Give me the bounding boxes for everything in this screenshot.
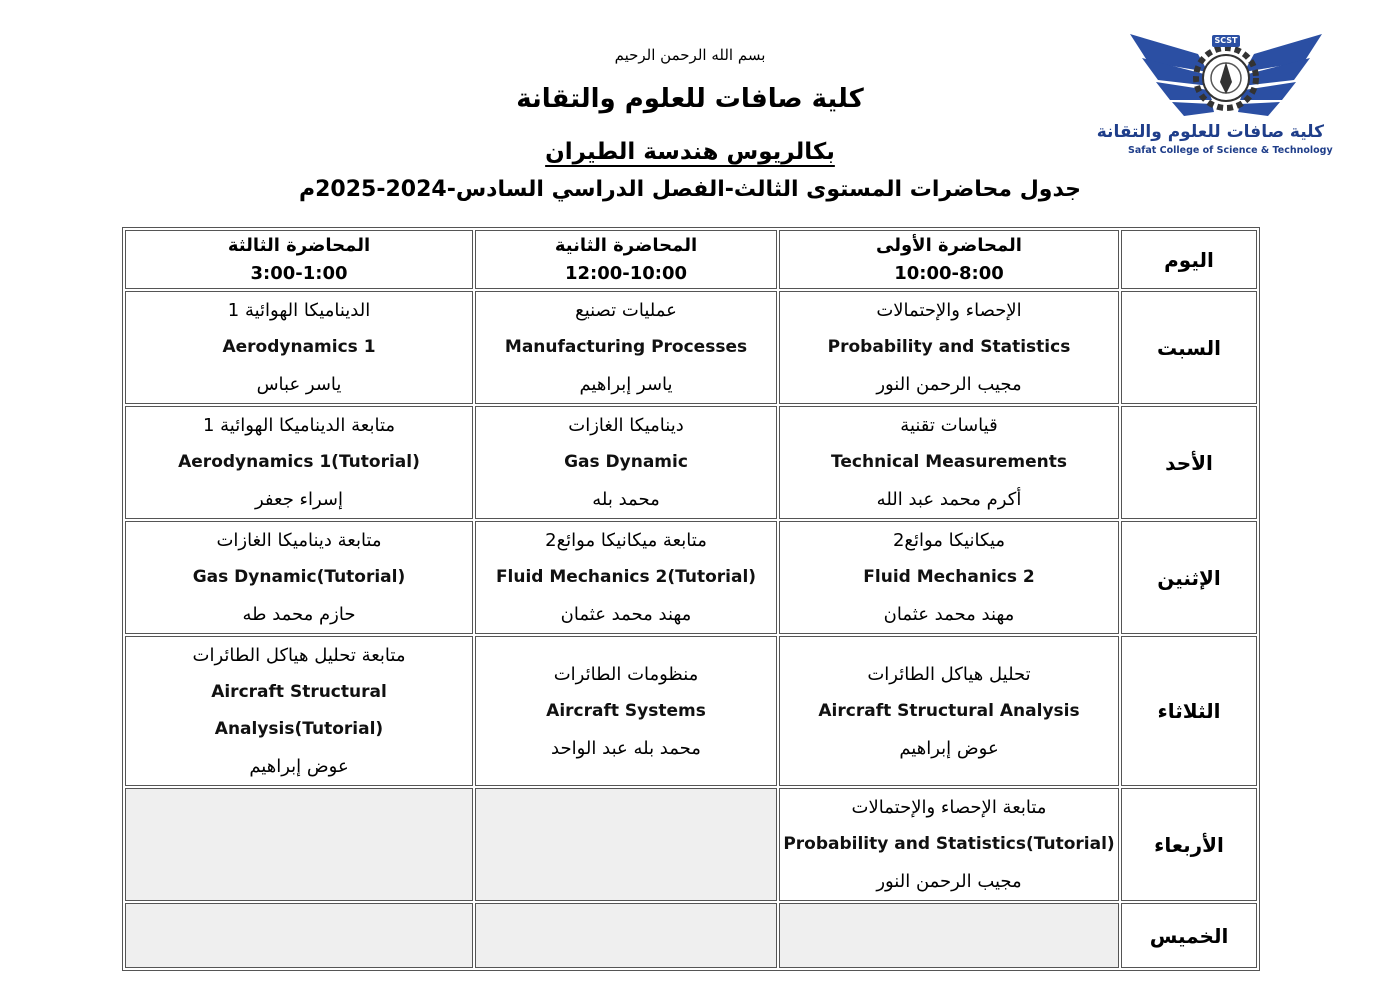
course-name-ar: متابعة الديناميكا الهوائية 1 — [202, 415, 396, 436]
instructor: عوض إبراهيم — [899, 737, 999, 759]
empty-cell — [125, 788, 473, 901]
day-cell: الإثنين — [1121, 521, 1257, 634]
instructor: حازم محمد طه — [242, 604, 356, 625]
course-name-en: Gas Dynamic — [564, 452, 688, 472]
course-name-ar: ميكانيكا موائع2 — [892, 530, 1006, 551]
instructor: مهند محمد عثمان — [560, 604, 692, 625]
course-name-ar: متابعة ميكانيكا موائع2 — [545, 530, 707, 551]
course-cell — [475, 406, 777, 519]
course-name-ar: الإحصاء والإحتمالات — [876, 300, 1022, 321]
instructor: ياسر إبراهيم — [579, 374, 673, 395]
logo-name-en: Safat College of Science & Technology — [1128, 145, 1333, 156]
table-row — [125, 903, 1257, 968]
lecture-time: 3:00-1:00 — [250, 262, 348, 284]
course-name-en: Aircraft Structural Analysis(Tutorial) — [211, 682, 387, 739]
course-name-en: Fluid Mechanics 2 — [863, 567, 1035, 587]
course-cell — [779, 521, 1119, 634]
course-cell — [125, 636, 473, 786]
lecture-name: المحاضرة الأولى — [876, 234, 1022, 256]
day-cell: الأحد — [1121, 406, 1257, 519]
lecture-3-header — [125, 230, 473, 289]
instructor: محمد بله — [592, 489, 660, 510]
lecture-2-header — [475, 230, 777, 289]
lecture-schedule-table — [122, 227, 1260, 971]
course-cell — [125, 406, 473, 519]
course-name-ar: قياسات تقنية — [900, 415, 998, 436]
course-name-en: Aircraft Structural Analysis — [818, 700, 1080, 721]
college-name: كلية صافات للعلوم والتقانة — [516, 84, 864, 114]
course-name-en: Manufacturing Processes — [504, 337, 748, 357]
course-name-ar: متابعة الإحصاء والإحتمالات — [851, 797, 1047, 818]
instructor: أكرم محمد عبد الله — [876, 489, 1022, 510]
course-name-en: Fluid Mechanics 2(Tutorial) — [495, 567, 757, 587]
course-cell — [475, 636, 777, 786]
course-cell — [475, 521, 777, 634]
course-name-en: Technical Measurements — [831, 452, 1067, 472]
course-name-en: Probability and Statistics(Tutorial) — [783, 834, 1115, 854]
course-name-ar: متابعة ديناميكا الغازات — [216, 530, 382, 551]
logo-badge: SCST — [1214, 36, 1238, 45]
instructor: مهند محمد عثمان — [883, 604, 1015, 625]
logo-name-ar: كلية صافات للعلوم والتقانة — [1096, 122, 1324, 142]
table-row — [125, 788, 1257, 901]
course-name-ar: عمليات تصنيع — [575, 300, 677, 321]
lecture-name: المحاضرة الثانية — [554, 234, 698, 256]
course-name-en: Aircraft Systems — [546, 700, 706, 721]
course-name-en: Probability and Statistics — [827, 337, 1071, 357]
table-row — [125, 406, 1257, 519]
course-name-ar: متابعة تحليل هياكل الطائرات — [192, 645, 406, 666]
course-cell — [125, 291, 473, 404]
instructor: عوض إبراهيم — [249, 756, 349, 777]
instructor: ياسر عباس — [256, 374, 342, 395]
college-logo — [1096, 32, 1333, 158]
instructor: إسراء جعفر — [254, 489, 344, 510]
course-cell — [125, 521, 473, 634]
program-title-text: بكالريوس هندسة الطيران — [545, 139, 835, 165]
course-cell — [779, 788, 1119, 901]
table-row — [125, 521, 1257, 634]
course-name-ar: الديناميكا الهوائية 1 — [227, 300, 371, 321]
lecture-name: المحاضرة الثالثة — [227, 234, 371, 256]
instructor: محمد بله عبد الواحد — [551, 737, 701, 759]
day-cell: الثلاثاء — [1121, 636, 1257, 786]
table-header-row — [125, 230, 1257, 289]
course-cell — [475, 291, 777, 404]
lecture-1-header — [779, 230, 1119, 289]
day-cell: الأربعاء — [1121, 788, 1257, 901]
table-row — [125, 291, 1257, 404]
course-name-ar: منظومات الطائرات — [553, 663, 699, 685]
instructor: مجيب الرحمن النور — [876, 871, 1022, 892]
course-cell — [779, 291, 1119, 404]
day-cell: الخميس — [1121, 903, 1257, 968]
course-name-en: Gas Dynamic(Tutorial) — [192, 567, 406, 587]
empty-cell — [475, 903, 777, 968]
empty-cell — [125, 903, 473, 968]
instructor: مجيب الرحمن النور — [876, 374, 1022, 395]
course-cell — [779, 636, 1119, 786]
course-name-en: Aerodynamics 1 — [222, 337, 376, 357]
schedule-title: جدول محاضرات المستوى الثالث-الفصل الدراسي السادس-2024-2025م — [298, 177, 1082, 202]
course-name-ar: تحليل هياكل الطائرات — [867, 663, 1031, 685]
day-cell: السبت — [1121, 291, 1257, 404]
program-title — [300, 139, 1080, 165]
course-cell — [779, 406, 1119, 519]
course-name-ar: ديناميكا الغازات — [568, 415, 684, 436]
course-name-en: Aerodynamics 1(Tutorial) — [178, 452, 420, 472]
table-row — [125, 636, 1257, 786]
lecture-time: 10:00-8:00 — [894, 262, 1004, 284]
day-column-header: اليوم — [1121, 230, 1257, 289]
empty-cell — [779, 903, 1119, 968]
empty-cell — [475, 788, 777, 901]
basmala: بسم الله الرحمن الرحيم — [614, 46, 766, 64]
lecture-time: 12:00-10:00 — [564, 262, 688, 284]
